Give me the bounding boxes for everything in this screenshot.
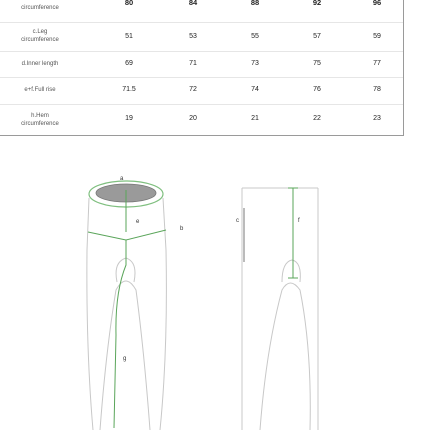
table-cell: 73	[251, 60, 259, 67]
table-cell: 57	[313, 33, 321, 40]
table-cell: 75	[313, 60, 321, 67]
table-cell: 71	[189, 60, 197, 67]
inseam-line	[114, 240, 126, 428]
size-table	[0, 0, 404, 136]
table-cell: 19	[125, 115, 133, 122]
pants-drawing	[0, 150, 430, 430]
table-cell: 22	[313, 115, 321, 122]
table-cell: 71.5	[122, 86, 136, 93]
row-label: d.Inner length	[21, 61, 59, 67]
marker-f: f	[298, 218, 300, 224]
side-crotch	[282, 260, 300, 282]
table-cell: 55	[251, 33, 259, 40]
marker-a: a	[120, 176, 124, 182]
marker-c: c	[236, 218, 239, 224]
front-outline-right	[160, 198, 166, 430]
table-row	[0, 105, 404, 135]
front-measures	[88, 190, 166, 428]
table-cell: 23	[373, 115, 381, 122]
table-cell: 76	[313, 86, 321, 93]
table-cell: 59	[373, 33, 381, 40]
table-cell: 78	[373, 86, 381, 93]
table-border-bottom	[0, 135, 404, 136]
hip-line-right	[126, 230, 166, 240]
table-row	[0, 23, 404, 51]
table-cell: 92	[312, 0, 322, 7]
table-cell: 69	[125, 60, 133, 67]
table-row	[0, 78, 404, 104]
row-label: c.Leg circumference	[21, 29, 59, 43]
marker-b: b	[180, 226, 184, 232]
table-cell: 20	[189, 115, 197, 122]
table-cell: 80	[124, 0, 134, 7]
row-label: circumference	[21, 5, 59, 11]
row-label: e+f.Full rise	[24, 87, 56, 93]
table-row	[0, 0, 404, 22]
table-cell: 74	[251, 86, 259, 93]
table-cell: 51	[125, 33, 133, 40]
marker-g: g	[123, 356, 127, 362]
side-inner-legs	[260, 283, 310, 430]
table-border-right	[403, 0, 404, 136]
marker-e: e	[136, 219, 140, 225]
front-view	[87, 181, 167, 430]
table-cell: 21	[251, 115, 259, 122]
table-cell: 53	[189, 33, 197, 40]
pants-measurement-diagram	[0, 150, 430, 430]
side-measures	[288, 188, 298, 278]
table-cell: 72	[189, 86, 197, 93]
row-label: h.Hem circumference	[21, 113, 59, 127]
side-view	[242, 188, 318, 430]
table-cell: 88	[250, 0, 260, 7]
hip-line-left	[88, 232, 126, 240]
table-cell: 84	[188, 0, 198, 7]
table-cell: 96	[372, 0, 382, 7]
table-cell: 77	[373, 60, 381, 67]
table-row	[0, 52, 404, 77]
